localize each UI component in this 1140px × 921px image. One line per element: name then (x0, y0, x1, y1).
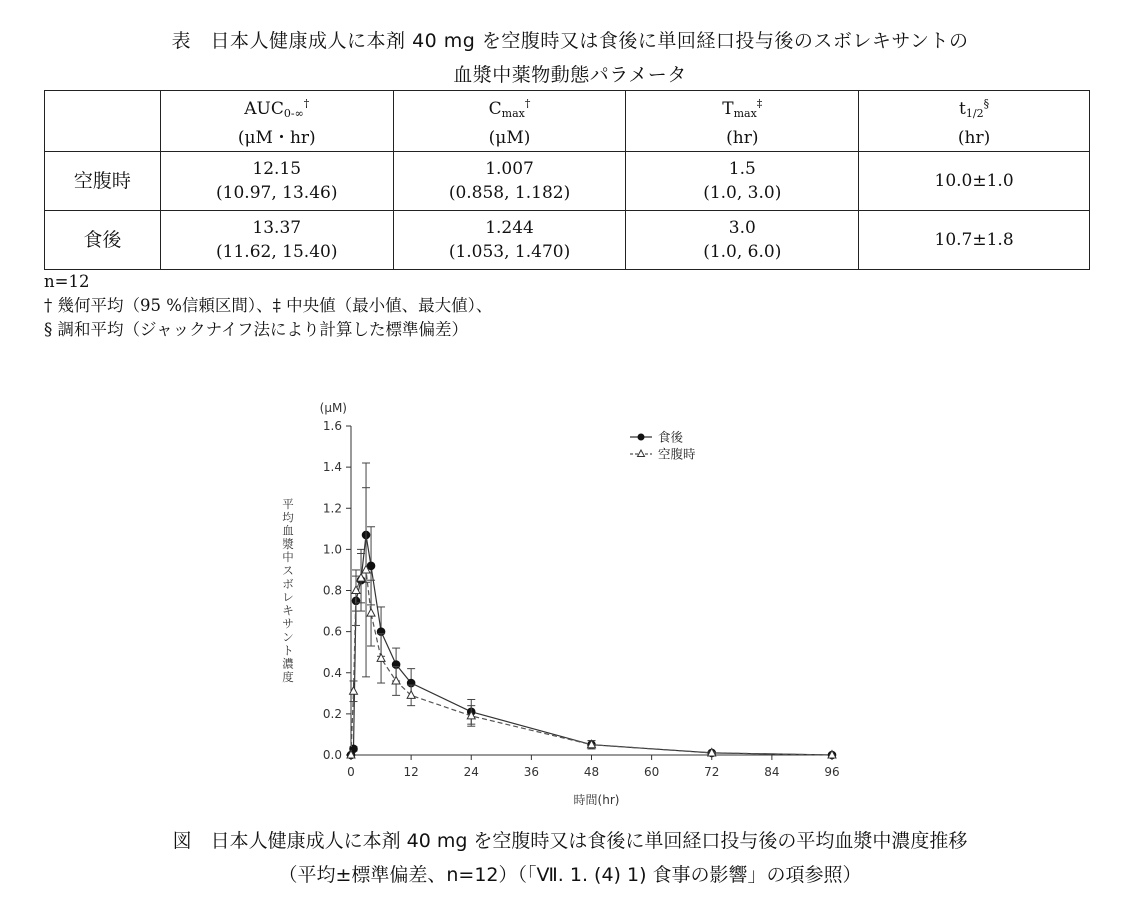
y-tick-label: 1.6 (322, 419, 342, 433)
cell-auc: 13.37 (11.62, 15.40) (160, 211, 393, 270)
table-notes (44, 270, 492, 342)
x-tick-label: 72 (704, 765, 720, 779)
legend-marker-triangle (638, 450, 645, 457)
table-header-row (45, 91, 1090, 152)
x-tick-label: 84 (764, 765, 780, 779)
x-tick-label: 36 (523, 765, 540, 779)
data-point-triangle (367, 609, 375, 617)
table-title-line1: 表 日本人健康成人に本剤 40 mg を空腹時又は食後に単回経口投与後のスボレキサントの (171, 30, 969, 52)
header-cmax: $C_{max}^\dagger$ (μM) (393, 91, 626, 152)
legend-marker-circle (638, 434, 645, 441)
row-label: 食後 (45, 211, 161, 270)
x-tick-label: 12 (403, 765, 419, 779)
note-harmonic-mean: § 調和平均（ジャックナイフ法により計算した標準偏差） (44, 320, 469, 339)
cell-auc: 12.15 (10.97, 13.46) (160, 152, 393, 211)
y-tick-label: 0.2 (322, 706, 342, 721)
y-tick-label: 1.4 (322, 460, 342, 475)
cell-cmax: 1.007 (0.858, 1.182) (393, 152, 626, 211)
x-axis-label: 時間(hr) (573, 793, 620, 807)
header-auc-unit: (μM・hr) (237, 128, 316, 148)
pk-parameter-table (44, 90, 1090, 270)
series-line-0 (351, 535, 832, 755)
header-thalf: $t_{1/2}^\S$ (hr) (859, 91, 1090, 152)
header-tmax: $T_{max}^\ddagger$ (hr) (626, 91, 859, 152)
header-tmax-unit: (hr) (726, 128, 759, 148)
legend-label: 食後 (658, 429, 684, 445)
y-tick-label: 1.2 (322, 501, 342, 516)
concentration-time-chart (270, 390, 870, 815)
cell-thalf: 10.7±1.8 (859, 211, 1090, 270)
cell-thalf: 10.0±1.0 (859, 152, 1090, 211)
cell-tmax: 3.0 (1.0, 6.0) (626, 211, 859, 270)
data-point-triangle (377, 654, 385, 662)
table-row-fasting (45, 152, 1090, 211)
header-auc: $AUC_{0-\infty}^\dagger$ (μM・hr) (160, 91, 393, 152)
header-thalf-unit: (hr) (957, 128, 991, 148)
figure-caption-line2: （平均±標準偏差、n=12）（「Ⅶ. 1. (4) 1) 食事の影響」の項参照） (278, 864, 862, 886)
y-unit-label: (μM) (319, 401, 347, 415)
header-cmax-unit: (μM) (488, 128, 531, 148)
series-line-1 (351, 570, 832, 755)
figure-caption-line1: 図 日本人健康成人に本剤 40 mg を空腹時又は食後に単回経口投与後の平均血漿中濃度推移 (172, 830, 968, 852)
x-tick-label: 96 (824, 765, 840, 779)
y-tick-label: 0.0 (322, 748, 342, 762)
y-axis-label: 平均血漿中スボレキサント濃度 (282, 497, 294, 684)
data-point-circle (367, 562, 375, 570)
note-statistics: † 幾何平均（95 %信頼区間）、‡ 中央値（最小値、最大値）、 (44, 296, 493, 315)
x-tick-label: 0 (347, 765, 355, 779)
header-blank-cell (45, 91, 161, 152)
x-tick-label: 60 (643, 765, 660, 779)
legend-label: 空腹時 (658, 446, 696, 462)
table-title-line2: 血漿中薬物動態パラメータ (453, 64, 687, 86)
note-n: n=12 (44, 272, 90, 291)
table-row-fed (45, 211, 1090, 270)
x-tick-label: 48 (583, 765, 600, 779)
row-label: 空腹時 (45, 152, 161, 211)
y-tick-label: 0.8 (322, 583, 342, 598)
x-tick-label: 24 (463, 765, 479, 779)
cell-tmax: 1.5 (1.0, 3.0) (626, 152, 859, 211)
y-tick-label: 0.6 (322, 624, 342, 639)
y-tick-label: 0.4 (322, 665, 342, 680)
cell-cmax: 1.244 (1.053, 1.470) (393, 211, 626, 270)
y-tick-label: 1.0 (322, 542, 342, 557)
